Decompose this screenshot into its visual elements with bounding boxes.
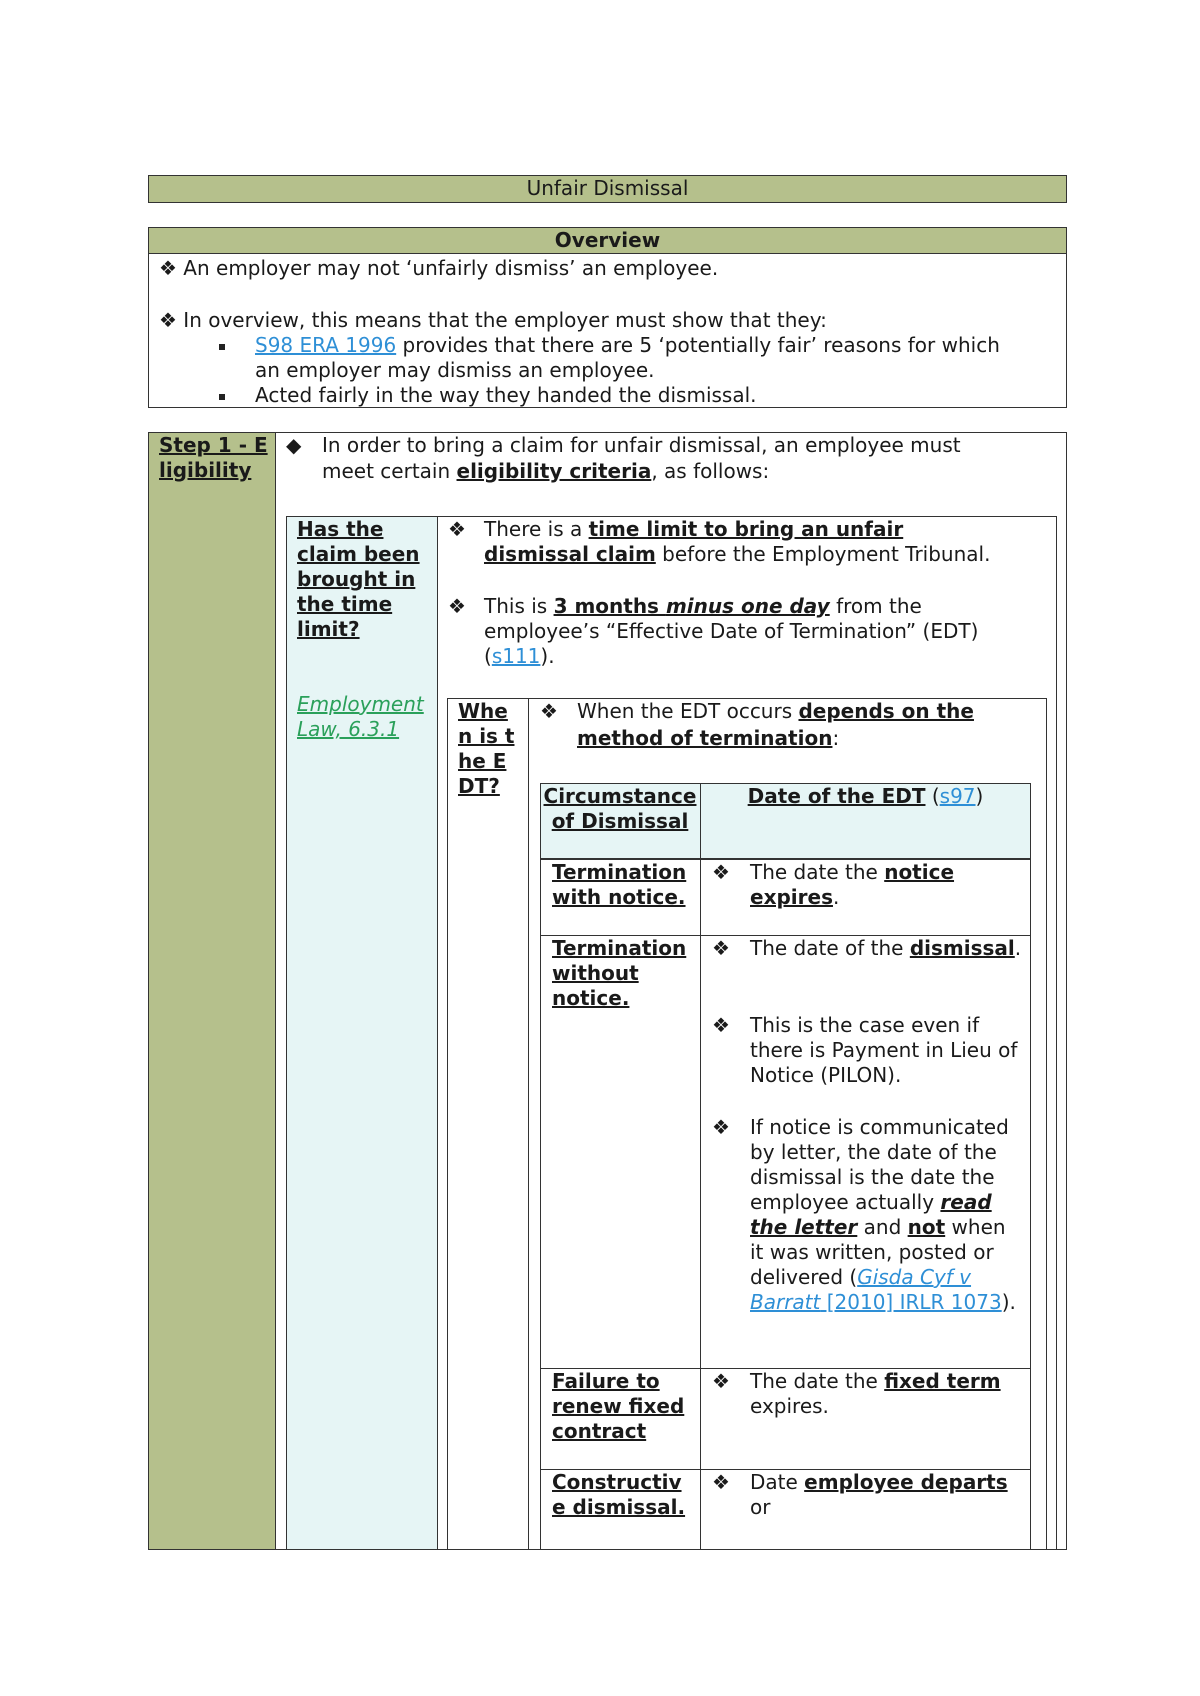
page-title: Unfair Dismissal	[526, 176, 689, 200]
edt-intro-line-b: method of termination:	[577, 726, 840, 750]
overview-sub-bullet-1	[219, 333, 225, 358]
time-limit-question: Has the claim been brought in the time limit?	[297, 517, 420, 641]
time-limit-point-2-line-b: employee’s “Effective Date of Termination” (EDT)	[484, 619, 979, 643]
edt-question: When is the EDT?	[458, 699, 515, 798]
diamond-bullet-icon: ❖	[712, 1013, 730, 1037]
diamond-bullet-icon: ❖	[159, 308, 177, 332]
table-row-date: The date of the dismissal.	[750, 936, 1022, 960]
diamond-bullet-icon: ❖	[448, 517, 466, 541]
diamond-bullet-icon: ❖	[448, 594, 466, 618]
irlr-citation-link[interactable]: [2010] IRLR 1073	[820, 1290, 1002, 1314]
square-bullet-icon	[219, 394, 225, 400]
pilon-note: This is the case even if there is Payment in Lieu of Notice (PILON).	[750, 1013, 1018, 1087]
table-row-date: The date the fixed term expires.	[750, 1369, 1001, 1418]
overview-sub-1-line-b: an employer may dismiss an employee.	[255, 358, 655, 382]
edt-intro-line-a: When the EDT occurs depends on the	[577, 699, 974, 723]
diamond-bullet-icon: ◆	[286, 433, 302, 457]
diamond-bullet-icon: ❖	[712, 1369, 730, 1393]
overview-bullet-1: ❖ An employer may not ‘unfairly dismiss’ an employee.	[159, 256, 719, 280]
s97-link[interactable]: s97	[939, 784, 976, 808]
time-limit-point-1-line-b: dismissal claim before the Employment Tribunal.	[484, 542, 991, 566]
diamond-bullet-icon: ❖	[159, 256, 177, 280]
square-bullet-icon	[219, 344, 225, 350]
s111-link[interactable]: s111	[491, 644, 541, 668]
overview-sub-2: Acted fairly in the way they handed the dismissal.	[255, 383, 757, 407]
diamond-bullet-icon: ❖	[712, 1470, 730, 1494]
step1-intro-b: meet certain eligibility criteria, as follows:	[322, 459, 770, 483]
letter-note: If notice is communicated by letter, the date of the dismissal is the date the employee actually read the letter and not when it was written, posted or delivered (Gisda Cyf v Barratt [2010] IRLR 1073).	[750, 1115, 1016, 1314]
time-limit-point-1-line-a: There is a time limit to bring an unfair	[484, 517, 904, 541]
title-box	[148, 175, 1067, 203]
table-row-date: Date employee departs or	[750, 1470, 1008, 1519]
diamond-bullet-icon: ❖	[712, 936, 730, 960]
table-row-circumstance: Termination with notice.	[552, 860, 687, 909]
step1-intro-line-a	[286, 433, 301, 458]
table-row-circumstance: Constructive dismissal.	[552, 1470, 686, 1519]
diamond-bullet-icon: ❖	[712, 1115, 730, 1139]
step1-label-cell	[148, 432, 276, 1550]
overview-heading: Overview	[554, 228, 661, 252]
employment-law-ref-link[interactable]: Employment Law, 6.3.1	[297, 692, 424, 741]
edt-question-cell	[447, 698, 529, 1550]
time-limit-point-2-line-c: (s111).	[484, 644, 555, 668]
gisda-case-link[interactable]: Gisda Cyf v Barratt	[750, 1265, 972, 1314]
overview-sub-bullet-2	[219, 383, 225, 408]
overview-heading-box	[148, 227, 1067, 254]
edt-intro-bullet	[540, 699, 558, 724]
time-limit-point-1-a	[448, 517, 466, 542]
overview-sub-1-line-a: S98 ERA 1996 provides that there are 5 ‘potentially fair’ reasons for which	[255, 333, 1000, 357]
step1-label: Step 1 - Eligibility	[159, 433, 268, 482]
table-row-circumstance: Termination without notice.	[552, 936, 687, 1010]
time-limit-question-cell	[286, 516, 438, 1550]
step1-intro-a: In order to bring a claim for unfair dismissal, an employee must	[322, 433, 961, 457]
time-limit-point-2-line-a: This is 3 months minus one day from the	[484, 594, 922, 618]
table-row-circumstance: Failure to renew fixed contract	[552, 1369, 685, 1443]
overview-bullet-2: ❖ In overview, this means that the employer must show that they:	[159, 308, 827, 332]
s98-link[interactable]: S98 ERA 1996	[255, 333, 397, 357]
table-row-date: The date the notice expires.	[750, 860, 955, 909]
diamond-bullet-icon: ❖	[540, 699, 558, 723]
edt-col1-header: Circumstance of Dismissal	[543, 784, 697, 833]
diamond-bullet-icon: ❖	[712, 860, 730, 884]
time-limit-point-2-a	[448, 594, 466, 619]
edt-col2-header: Date of the EDT (s97)	[747, 784, 984, 808]
overview-body	[148, 253, 1067, 408]
edt-col-divider	[700, 783, 701, 1550]
